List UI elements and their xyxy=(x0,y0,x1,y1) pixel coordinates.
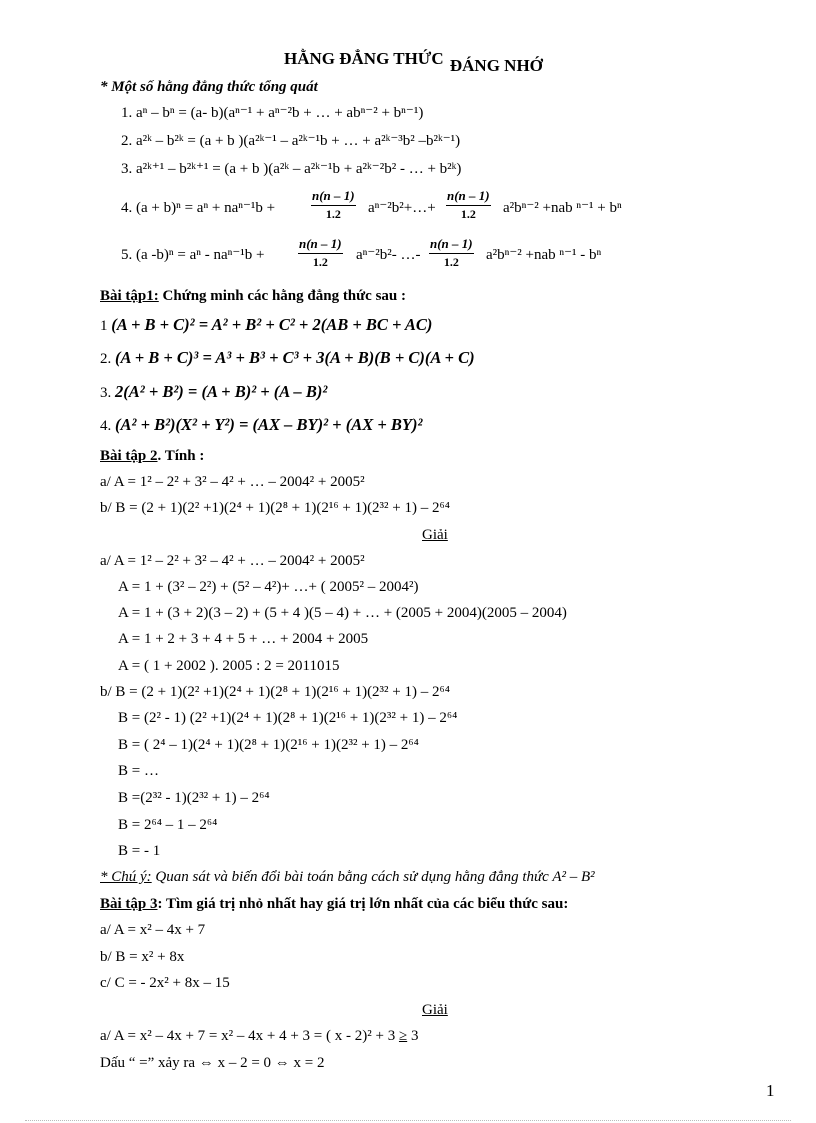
exercise-1-heading xyxy=(100,289,406,304)
identity-4-fraction-2 xyxy=(446,188,491,222)
fraction-numerator: n(n – 1) xyxy=(299,236,342,251)
exercise-3-solution-a-equality: Dấu “ =” xảy ra ⇔ x – 2 = 0 ⇔ x = 2 xyxy=(100,1055,325,1071)
exercise-3-heading xyxy=(100,897,568,912)
page-number: 1 xyxy=(766,1081,775,1100)
exercise-3-label: Bài tập 3 xyxy=(100,896,158,912)
solution-a-line-3: A = 1 + (3 + 2)(3 – 2) + (5 + 4 )(5 – 4) + … + (2005 + 2004)(2005 – 2004) xyxy=(118,605,567,621)
solution-a-line-2: A = 1 + (3² – 2²) + (5² – 4²)+ …+ ( 2005² – 2004²) xyxy=(118,579,419,595)
solution-b-line-5: B =(2³² - 1)(2³² + 1) – 2⁶⁴ xyxy=(118,790,270,806)
solution-text: a/ A = x² – 4x + 7 = x² – 4x + 4 + 3 = ( x - 2)² + 3 xyxy=(100,1028,399,1044)
item-label: 2. xyxy=(100,351,112,367)
exercise-2-heading xyxy=(100,449,204,464)
geq-symbol: ≥ xyxy=(398,1028,408,1044)
solution-b-line-7: B = - 1 xyxy=(118,843,161,859)
solution-label-2: Giải xyxy=(422,1002,448,1018)
identity-5-fraction-1 xyxy=(298,236,343,270)
title-part1: HẰNG ĐẲNG THỨC xyxy=(284,49,444,68)
solution-label: Giải xyxy=(422,527,448,543)
fraction-numerator: n(n – 1) xyxy=(312,188,355,203)
solution-b-line-6: B = 2⁶⁴ – 1 – 2⁶⁴ xyxy=(118,817,218,833)
fraction-numerator: n(n – 1) xyxy=(447,188,490,203)
solution-a-line-1: a/ A = 1² – 2² + 3² – 4² + … – 2004² + 2005² xyxy=(100,553,365,569)
item-formula: (A + B + C)² = A² + B² + C² + 2(AB + BC + AC) xyxy=(111,315,433,334)
exercise-3-c: c/ C = - 2x² + 8x – 15 xyxy=(100,975,230,991)
solution-b-line-2: B = (2² - 1) (2² +1)(2⁴ + 1)(2⁸ + 1)(2¹⁶ + 1)(2³² + 1) – 2⁶⁴ xyxy=(118,710,458,726)
solution-a-line-5: A = ( 1 + 2002 ). 2005 : 2 = 2011015 xyxy=(118,658,340,674)
title-part2: ĐÁNG NHỚ xyxy=(449,56,543,75)
item-label: 3. xyxy=(100,385,112,401)
solution-result: 3 xyxy=(407,1028,419,1044)
item-label: 1 xyxy=(100,318,108,334)
fraction-denominator: 1.2 xyxy=(312,255,328,269)
solution-b-line-4: B = … xyxy=(118,763,159,779)
identity-4-part-a: 4. (a + b)ⁿ = aⁿ + naⁿ⁻¹b + xyxy=(121,200,276,216)
exercise-1-item-2 xyxy=(100,350,475,367)
identity-3: 3. a²ᵏ⁺¹ – b²ᵏ⁺¹ = (a + b )(a²ᵏ – a²ᵏ⁻¹b + a²ᵏ⁻²b² - … + b²ᵏ) xyxy=(121,161,462,177)
solution-b-line-1: b/ B = (2 + 1)(2² +1)(2⁴ + 1)(2⁸ + 1)(2¹⁶ + 1)(2³² + 1) – 2⁶⁴ xyxy=(100,684,450,700)
solution-b-line-3: B = ( 2⁴ – 1)(2⁴ + 1)(2⁸ + 1)(2¹⁶ + 1)(2³² + 1) – 2⁶⁴ xyxy=(118,737,419,753)
exercise-3-a: a/ A = x² – 4x + 7 xyxy=(100,922,206,938)
identity-1: 1. aⁿ – bⁿ = (a- b)(aⁿ⁻¹ + aⁿ⁻²b + … + abⁿ⁻² + bⁿ⁻¹) xyxy=(121,105,424,121)
identity-5-part-c: a²bⁿ⁻² +nab ⁿ⁻¹ - bⁿ xyxy=(486,247,602,263)
exercise-1-item-4 xyxy=(100,417,422,434)
identity-5-part-a: 5. (a -b)ⁿ = aⁿ - naⁿ⁻¹b + xyxy=(121,247,265,263)
exercise-1-item-3 xyxy=(100,384,327,401)
exercise-2-b: b/ B = (2 + 1)(2² +1)(2⁴ + 1)(2⁸ + 1)(2¹⁶ + 1)(2³² + 1) – 2⁶⁴ xyxy=(100,500,450,516)
exercise-2-a: a/ A = 1² – 2² + 3² – 4² + … – 2004² + 2005² xyxy=(100,474,365,490)
exercise-1-text: Chứng minh các hằng đẳng thức sau : xyxy=(158,288,406,304)
fraction-numerator: n(n – 1) xyxy=(430,236,473,251)
fraction-denominator: 1.2 xyxy=(443,255,459,269)
exercise-1-item-1 xyxy=(100,317,432,334)
identity-5-part-b: aⁿ⁻²b²- …- xyxy=(356,247,421,263)
general-heading: * Một số hằng đẳng thức tổng quát xyxy=(100,79,318,95)
exercise-3-solution-a xyxy=(100,1029,418,1044)
item-label: 4. xyxy=(100,418,112,434)
identity-4-part-b: aⁿ⁻²b²+…+ xyxy=(368,200,436,216)
exercise-3-b: b/ B = x² + 8x xyxy=(100,949,185,965)
identity-4-fraction-1 xyxy=(311,188,356,222)
page-title xyxy=(284,49,543,75)
note-label: * Chú ý: xyxy=(100,869,152,885)
solution-a-line-4: A = 1 + 2 + 3 + 4 + 5 + … + 2004 + 2005 xyxy=(118,631,369,647)
fraction-denominator: 1.2 xyxy=(325,207,341,221)
identity-2: 2. a²ᵏ – b²ᵏ = (a + b )(a²ᵏ⁻¹ – a²ᵏ⁻¹b + … + a²ᵏ⁻³b² –b²ᵏ⁻¹) xyxy=(121,133,461,149)
identity-4-part-c: a²bⁿ⁻² +nab ⁿ⁻¹ + bⁿ xyxy=(503,200,622,216)
exercise-2-label: Bài tập 2 xyxy=(100,448,158,464)
footer-divider xyxy=(25,1120,791,1121)
exercise-1-label: Bài tập1: xyxy=(100,288,159,304)
item-formula: (A² + B²)(X² + Y²) = (AX – BY)² + (AX + BY)² xyxy=(115,415,423,434)
note xyxy=(100,870,595,885)
note-text: Quan sát và biến đổi bài toán bằng cách sử dụng hằng đẳng thức A² – B² xyxy=(151,869,595,885)
fraction-denominator: 1.2 xyxy=(460,207,476,221)
item-formula: 2(A² + B²) = (A + B)² + (A – B)² xyxy=(115,382,328,401)
identity-5-fraction-2 xyxy=(429,236,474,270)
item-formula: (A + B + C)³ = A³ + B³ + C³ + 3(A + B)(B + C)(A + C) xyxy=(115,348,475,367)
exercise-2-text: . Tính : xyxy=(157,448,205,464)
exercise-3-text: : Tìm giá trị nhỏ nhất hay giá trị lớn nhất của các biểu thức sau: xyxy=(157,896,569,912)
